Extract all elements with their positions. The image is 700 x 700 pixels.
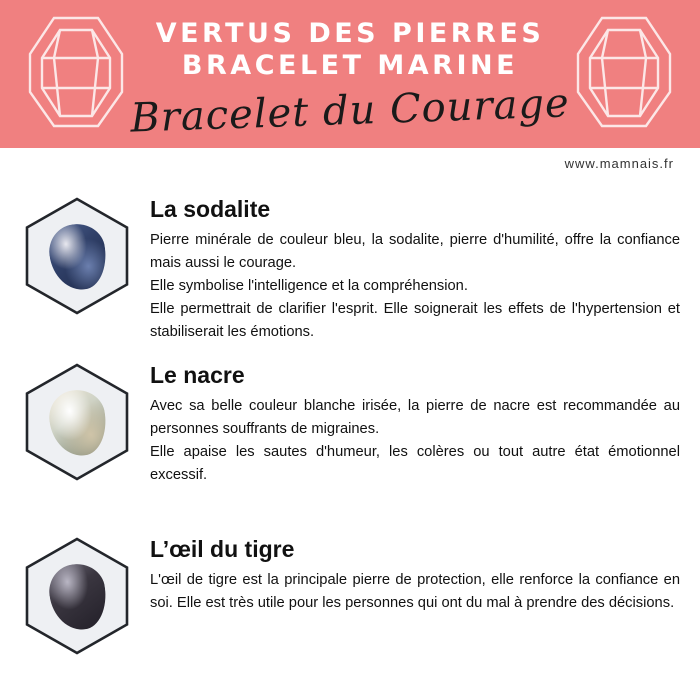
header-title — [0, 18, 700, 82]
stone-figure — [22, 196, 132, 316]
site-url: www.mamnais.fr — [564, 156, 674, 171]
section-body — [150, 362, 680, 487]
paragraph: Pierre minérale de couleur bleu, la sodalite, pierre d'humilité, offre la confiance mais aussi le courage. — [150, 232, 680, 271]
header-title-line2: BRACELET MARINE — [181, 50, 519, 81]
section-title: Le nacre — [150, 362, 245, 388]
section-text — [150, 395, 680, 487]
section-text — [150, 569, 680, 615]
paragraph: Elle permettrait de clarifier l'esprit. Elle soignerait les effets de l'hypertension et stabiliserait les émotions. — [150, 301, 680, 340]
paragraph: Avec sa belle couleur blanche irisée, la pierre de nacre est recommandée au personnes souffrants de migraines. — [150, 398, 680, 437]
paragraph: L'œil de tigre est la principale pierre de protection, elle renforce la confiance en soi. Elle est très utile pour les personnes qui ont du mal à prendre des décisions. — [150, 572, 680, 611]
section-title: L’œil du tigre — [150, 536, 295, 562]
section-body — [150, 196, 680, 344]
paragraph: Elle apaise les sautes d'humeur, les colères ou tout autre état émotionnel excessif. — [150, 444, 680, 483]
header-title-line1: VERTUS DES PIERRES — [155, 18, 545, 49]
section-title: La sodalite — [150, 196, 271, 222]
section-text — [150, 229, 680, 344]
section-body — [150, 536, 680, 615]
stone-figure — [22, 536, 132, 656]
header-script-title: Bracelet du Courage — [129, 80, 571, 142]
paragraph: Elle symbolise l'intelligence et la compréhension. — [150, 278, 468, 294]
header-banner — [0, 0, 700, 148]
stone-figure — [22, 362, 132, 482]
